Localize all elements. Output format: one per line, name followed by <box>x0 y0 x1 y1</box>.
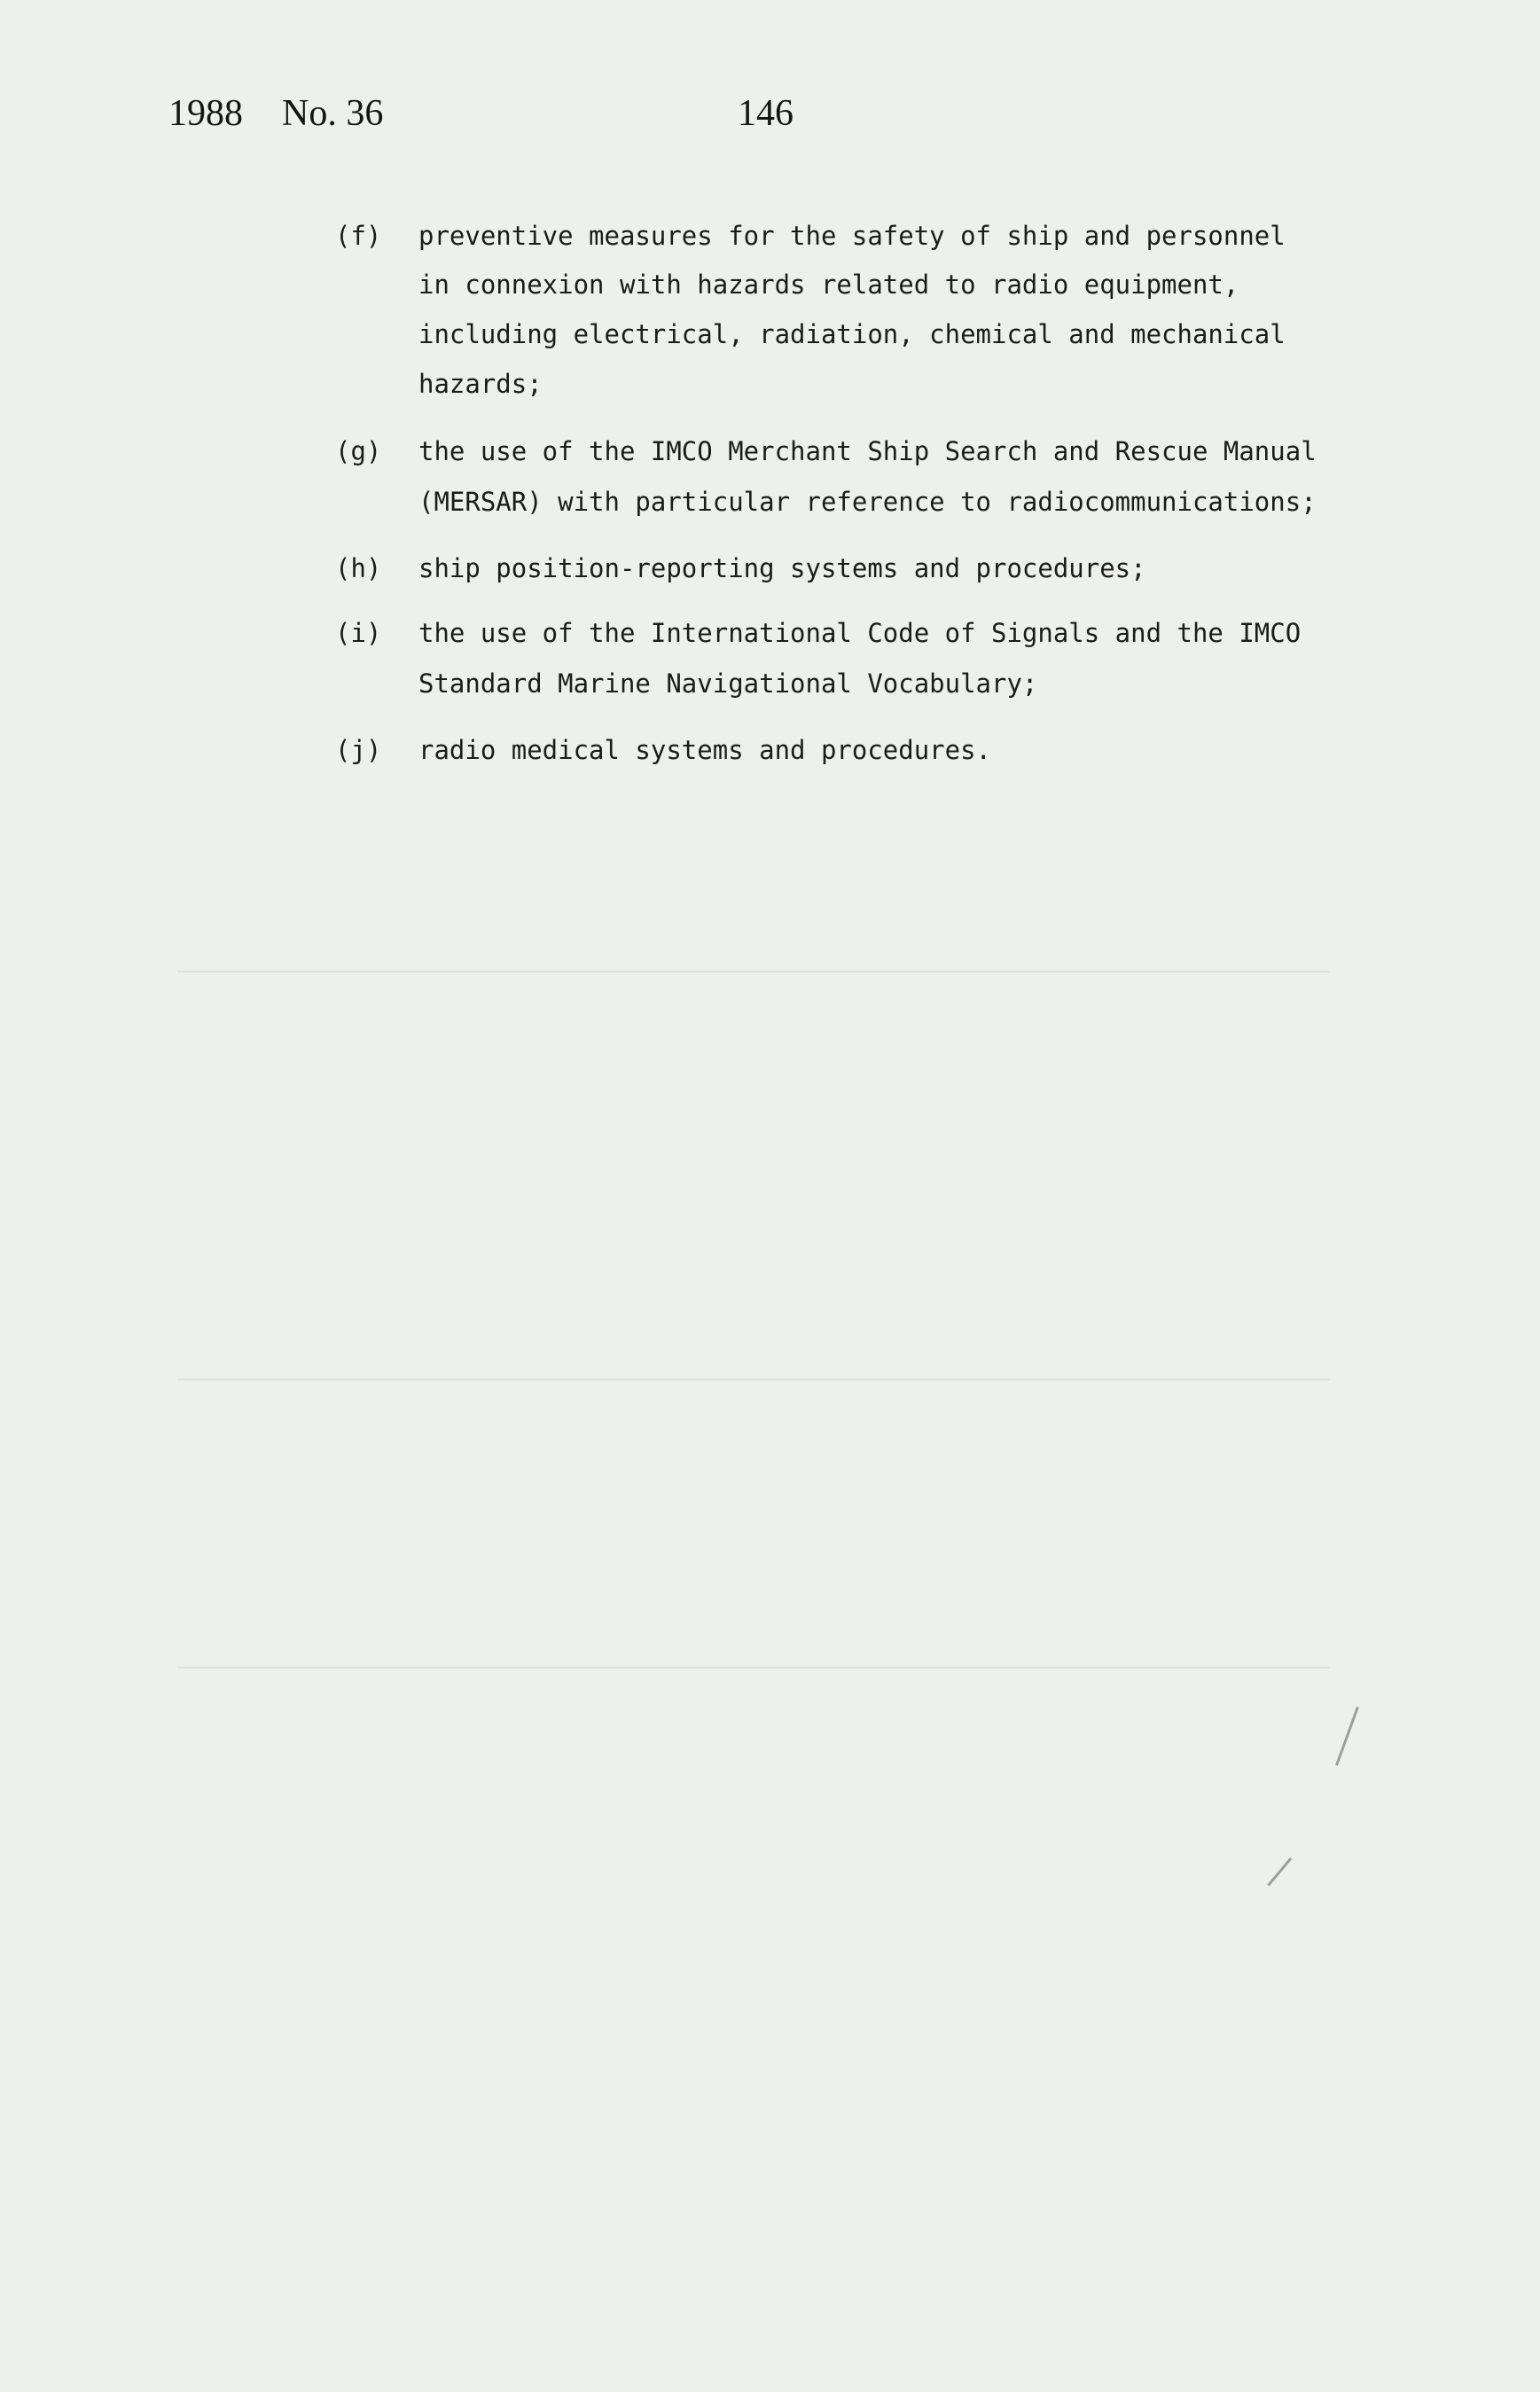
list-item-label: (h) <box>335 553 382 583</box>
list-item-label: (j) <box>335 735 382 765</box>
list-item-line: ship position-reporting systems and procedures; <box>418 553 1146 583</box>
page-number: 146 <box>738 93 793 134</box>
pen-mark <box>1335 1707 1359 1766</box>
bleed-through-line <box>177 971 1330 973</box>
header-act-number: No. 36 <box>282 93 384 134</box>
list-item-line: the use of the International Code of Signals and the IMCO <box>418 618 1302 648</box>
bleed-through-line <box>177 1667 1330 1669</box>
bleed-through-line <box>177 1379 1330 1380</box>
list-item-line: the use of the IMCO Merchant Ship Search and Rescue Manual <box>418 436 1317 466</box>
list-item-label: (i) <box>335 618 382 648</box>
header-year: 1988 <box>168 93 243 134</box>
list-item-label: (g) <box>335 436 382 466</box>
list-item-line: preventive measures for the safety of ship and personnel <box>418 221 1286 251</box>
list-item-line: in connexion with hazards related to radio equipment, <box>418 270 1239 300</box>
list-item-line: (MERSAR) with particular reference to radiocommunications; <box>418 487 1317 517</box>
list-item-label: (f) <box>335 221 382 251</box>
list-item-line: Standard Marine Navigational Vocabulary; <box>418 668 1038 699</box>
list-item-line: hazards; <box>418 369 543 399</box>
pen-mark <box>1267 1857 1292 1887</box>
list-item-line: including electrical, radiation, chemical and mechanical <box>418 319 1286 349</box>
list-item-line: radio medical systems and procedures. <box>418 735 992 765</box>
